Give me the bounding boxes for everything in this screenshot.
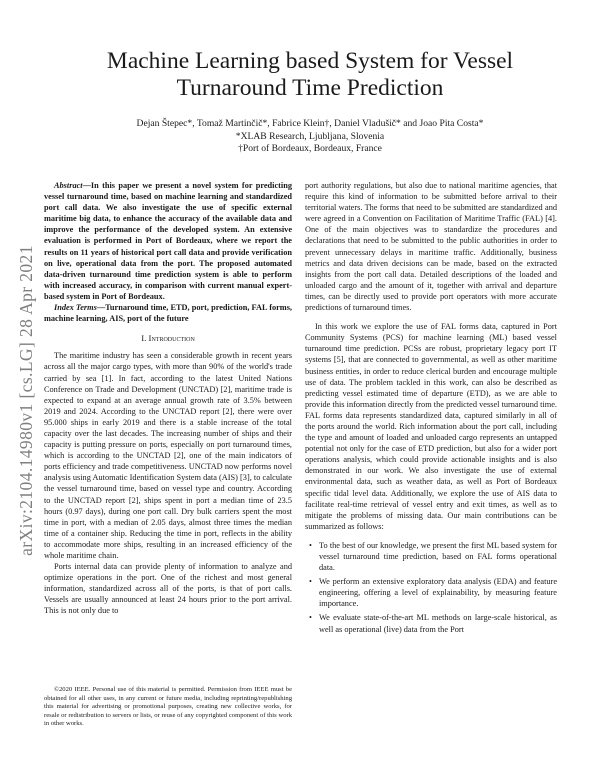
left-column (44, 180, 292, 617)
bullet-icon: • (309, 540, 312, 550)
abstract (44, 180, 292, 302)
contributions-list (305, 540, 557, 635)
affiliation-xlab: *XLAB Research, Ljubljana, Slovenia (235, 130, 385, 142)
bullet-icon: • (309, 613, 312, 623)
affiliation-bordeaux: †Port of Bordeaux, Bordeaux, France (238, 143, 382, 154)
author-block (60, 118, 560, 156)
paper-title: Machine Learning based System for Vessel Turnaround Time Prediction (106, 48, 514, 101)
arxiv-sidebar (8, 200, 44, 600)
intro-paragraph-3: port authority regulations, but also due to national maritime agencies, that require this kind of information to be submitted before arrival to their territorial waters. The forms that need to be submitted are standardized and were agreed in a Convention on Facilitation of Maritime Traffic (FAL) [4]. One of the main objectives was to standardize the procedures and declarations that need to be submitted to the public authorities in order to prevent unnecessary delays in maritime traffic. Additionally, business metrics and data driven decisions can be made, based on the extracted insights from the port call data. Detailed descriptions of the loaded and unloaded cargo and the amount of it, together with arrival and departure times, can be directly used to provide port operators with more accurate predictions of turnaround times. (305, 181, 557, 313)
arxiv-identifier: arXiv:2104.14980v1 [cs.LG] 28 Apr 2021 (15, 244, 36, 556)
list-item: • We evaluate state-of-the-art ML methods on large-scale historical, as well as operational (live) data from the Port (309, 613, 557, 634)
list-item: • We perform an extensive exploratory data analysis (EDA) and feature engineering, offering a level of explainability, by measuring feature importance. (309, 577, 557, 609)
index-terms-label: Index Terms (54, 303, 97, 313)
index-terms (44, 302, 292, 324)
abstract-text: —In this paper we present a novel system for predicting vessel turnaround time, based on machine learning and standardized port call data. We also investigate the use of specific external maritime big data, to enhance the accuracy of the available data and improve the performance of the developed system. An extensive evaluation is performed in Port of Bordeaux, where we report the results on 11 years of historical port call data and provide verification on live, operational data from the port. The proposed automated data-driven turnaround time prediction system is able to perform with increased accuracy, in comparison with current manual expert-based system in Port of Bordeaux. (44, 181, 292, 301)
abstract-label: Abstract (54, 181, 83, 190)
right-column (305, 180, 557, 638)
intro-paragraph-1: The maritime industry has seen a considerable growth in recent years across all the major cargo types, with more than 90% of the world's trade carried by sea [1]. In fact, according to the latest United Nations Conference on Trade and Development (UNCTAD) [2], maritime trade is expected to expand at an average annual growth rate of 3.5% between 2019 and 2024. According to the UNCTAD report [2], there were over 95.000 ships in early 2019 and there is a stable increase of the total capacity over the last decades. The increasing number of ships and their capacity is putting pressure on ports, especially on port turnaround times, which is according to the UNCTAD [2], one of the main indicators of ports efficiency and trade competitiveness. UNCTAD now performs novel analysis using Automatic Identification System data (AIS) [3], to calculate the vessel turnaround time, based on vessel type and country. According to the UNCTAD report [2], ships spent in port a median time of 23.5 hours (0.97 days), during one port call. Dry bulk carriers spent the most time in port, with a median of 2.05 days, almost three times the median time of a container ship. Reducing the time in port, reflects in the ability to accommodate more ships, resulting in an increased efficiency of the whole maritime chain. (44, 351, 292, 560)
author-list: Dejan Štepec*, Tomaž Martinčič*, Fabrice Klein†, Daniel Vladušič* and Joao Pita Costa* (136, 118, 484, 129)
list-item: • To the best of our knowledge, we present the first ML based system for vessel turnaround time prediction, based on FAL forms operational data. (309, 540, 557, 573)
intro-paragraph-4: In this work we explore the use of FAL forms data, captured in Port Community Systems (PCS) for machine learning (ML) based vessel turnaround time prediction. PCSs are robust, proprietary legacy port IT systems [5], that are connected to governmental, as well as other maritime business entities, in order to reduce clerical burden and encourage multiple use of data. The problem tackled in this work, can also be described as predicting vessel estimated time of departure (ETD), as we are able to provide this information directly from the predicted vessel turnaround time. FAL forms data represents standardized data, captured similarly in all of the ports around the world. Rich information about the port call, including the type and amount of loaded and unloaded cargo represents an untapped potential not only for the case of ETD prediction, but also for a wider port operations analysis, which could provide actionable insights and is also demonstrated in our work. We also investigate the use of external environmental data, such as weather data, as well as Port of Bordeaux specific tidal level data. Additionally, we explore the use of AIS data to facilitate real-time retrieval of vessel entry and exit times, as well as to mitigate the problems of missing data. Our main contributions can be summarized as follows: (305, 322, 557, 531)
section-heading-introduction: I. Introduction (141, 333, 195, 344)
bullet-icon: • (309, 577, 312, 587)
intro-paragraph-2: Ports internal data can provide plenty of information to analyze and optimize operations in the port. One of the richest and most general information, standardized across all of the ports, is that of port calls. Vessels are usually announced at least 24 hours prior to the port arrival. This is not only due to (44, 562, 292, 616)
copyright-notice: ©2020 IEEE. Personal use of this material is permitted. Permission from IEEE must be obtained for all other uses, in any current or future media, including reprinting/republishing this material for advertising or promotional purposes, creating new collective works, for resale or redistribution to servers or lists, or reuse of any copyrighted component of this work in other works. (44, 686, 292, 728)
index-terms-text: —Turnaround time, ETD, port, prediction, FAL forms, machine learning, AIS, port of the future (44, 303, 292, 324)
